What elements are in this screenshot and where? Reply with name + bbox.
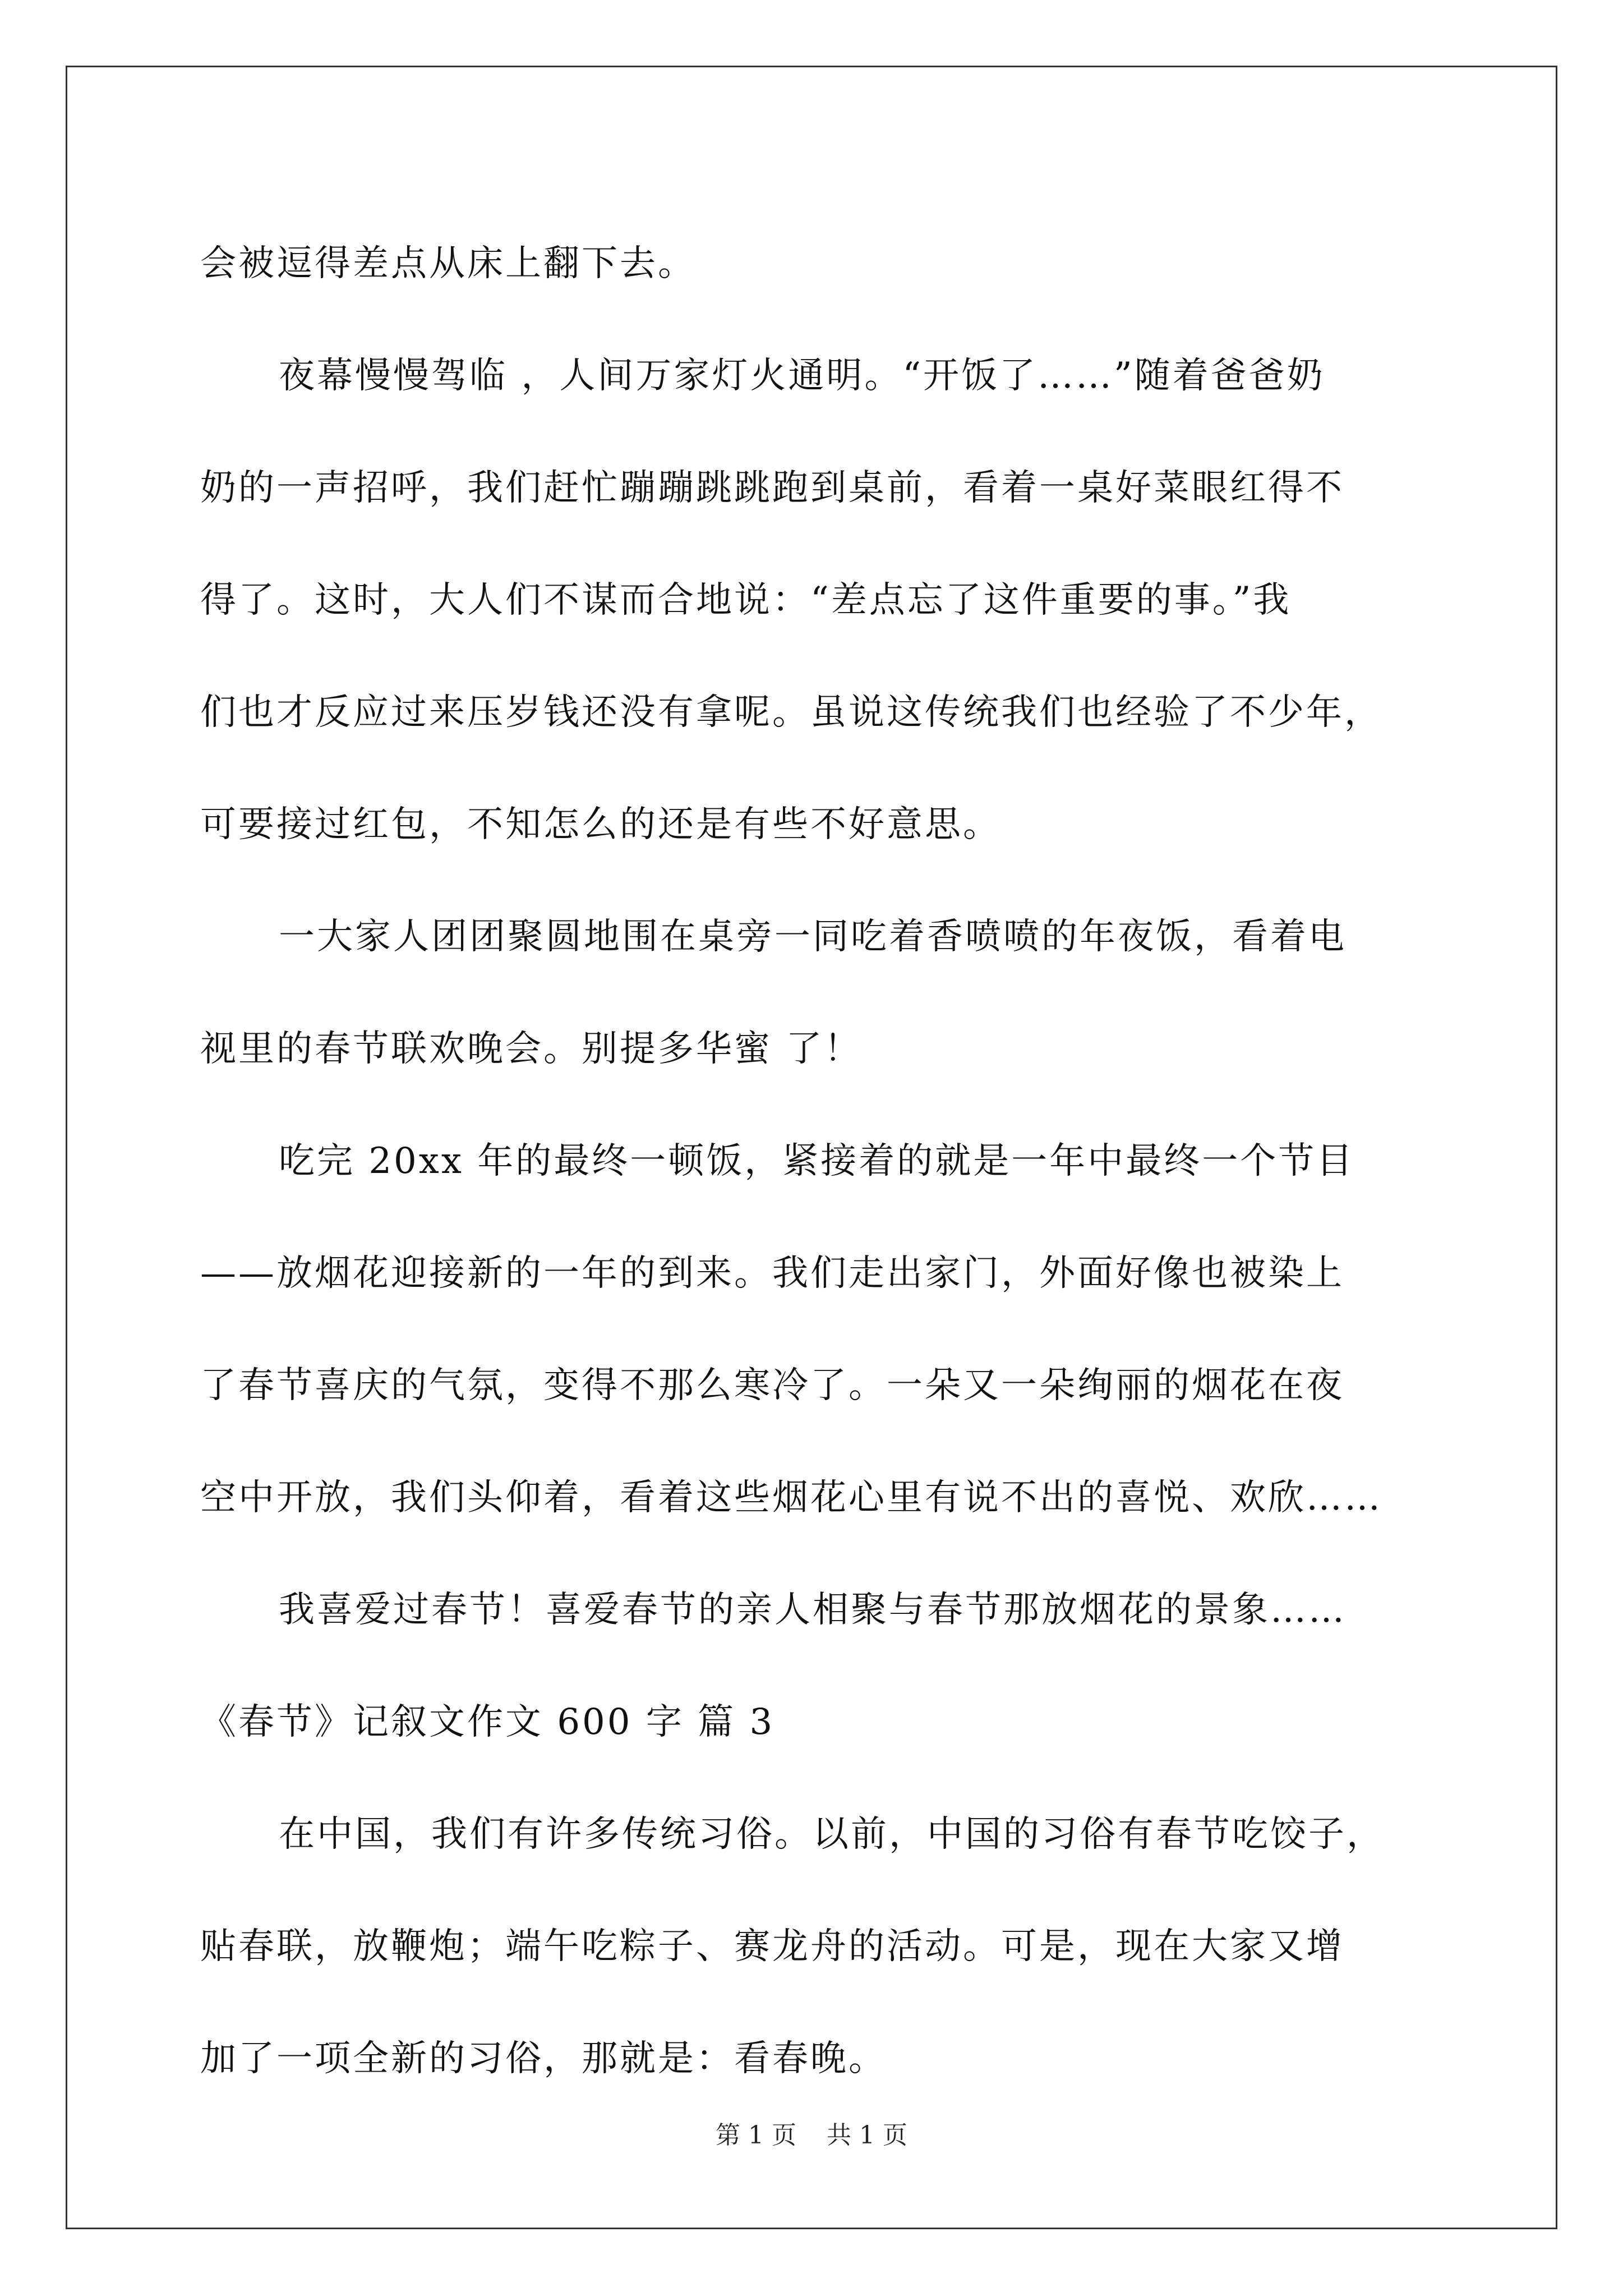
paragraph-start-line: 一大家人团团聚圆地围在桌旁一同吃着香喷喷的年夜饭，看着电 [279,916,1347,958]
paragraph-start-line: 在中国，我们有许多传统习俗。以前，中国的习俗有春节吃饺子， [279,1814,1385,1855]
text-line: 会被逗得差点从床上翻下去。 [200,243,696,284]
page-footer [0,2115,1623,2151]
paragraph-start-line: 我喜爱过春节！喜爱春节的亲人相聚与春节那放烟花的景象…… [279,1589,1347,1631]
text-line: 空中开放，我们头仰着，看着这些烟花心里有说不出的喜悦、欢欣…… [200,1477,1382,1519]
text-line: 了春节喜庆的气氛，变得不那么寒冷了。一朵又一朵绚丽的烟花在夜 [200,1365,1344,1406]
text-line: 视里的春节联欢晚会。别提多华蜜 了！ [200,1028,863,1070]
text-line: 们也才反应过来压岁钱还没有拿呢。虽说这传统我们也经验了不少年， [200,692,1382,733]
paragraph-start-line: 夜幕慢慢驾临 ，人间万家灯火通明。“开饭了……”随着爸爸奶 [279,355,1325,397]
section-heading: 《春节》记叙文作文 600 字 篇 3 [200,1701,775,1743]
page-number: 第 1 页 [716,2121,796,2150]
text-line: ——放烟花迎接新的一年的到来。我们走出家门，外面好像也被染上 [200,1253,1344,1294]
text-line: 加了一项全新的习俗，那就是：看春晚。 [200,2038,887,2079]
page-total: 共 1 页 [827,2121,907,2150]
paragraph-start-line: 吃完 20xx 年的最终一顿饭，紧接着的就是一年中最终一个节目 [279,1140,1355,1182]
document-body [200,208,1428,2115]
text-line: 可要接过红包，不知怎么的还是有些不好意思。 [200,804,1001,845]
text-line: 奶的一声招呼，我们赶忙蹦蹦跳跳跑到桌前，看着一桌好菜眼红得不 [200,467,1344,509]
text-line: 得了。这时，大人们不谋而合地说：“差点忘了这件重要的事。”我 [200,579,1292,621]
text-line: 贴春联，放鞭炮；端午吃粽子、赛龙舟的活动。可是，现在大家又增 [200,1926,1344,1967]
